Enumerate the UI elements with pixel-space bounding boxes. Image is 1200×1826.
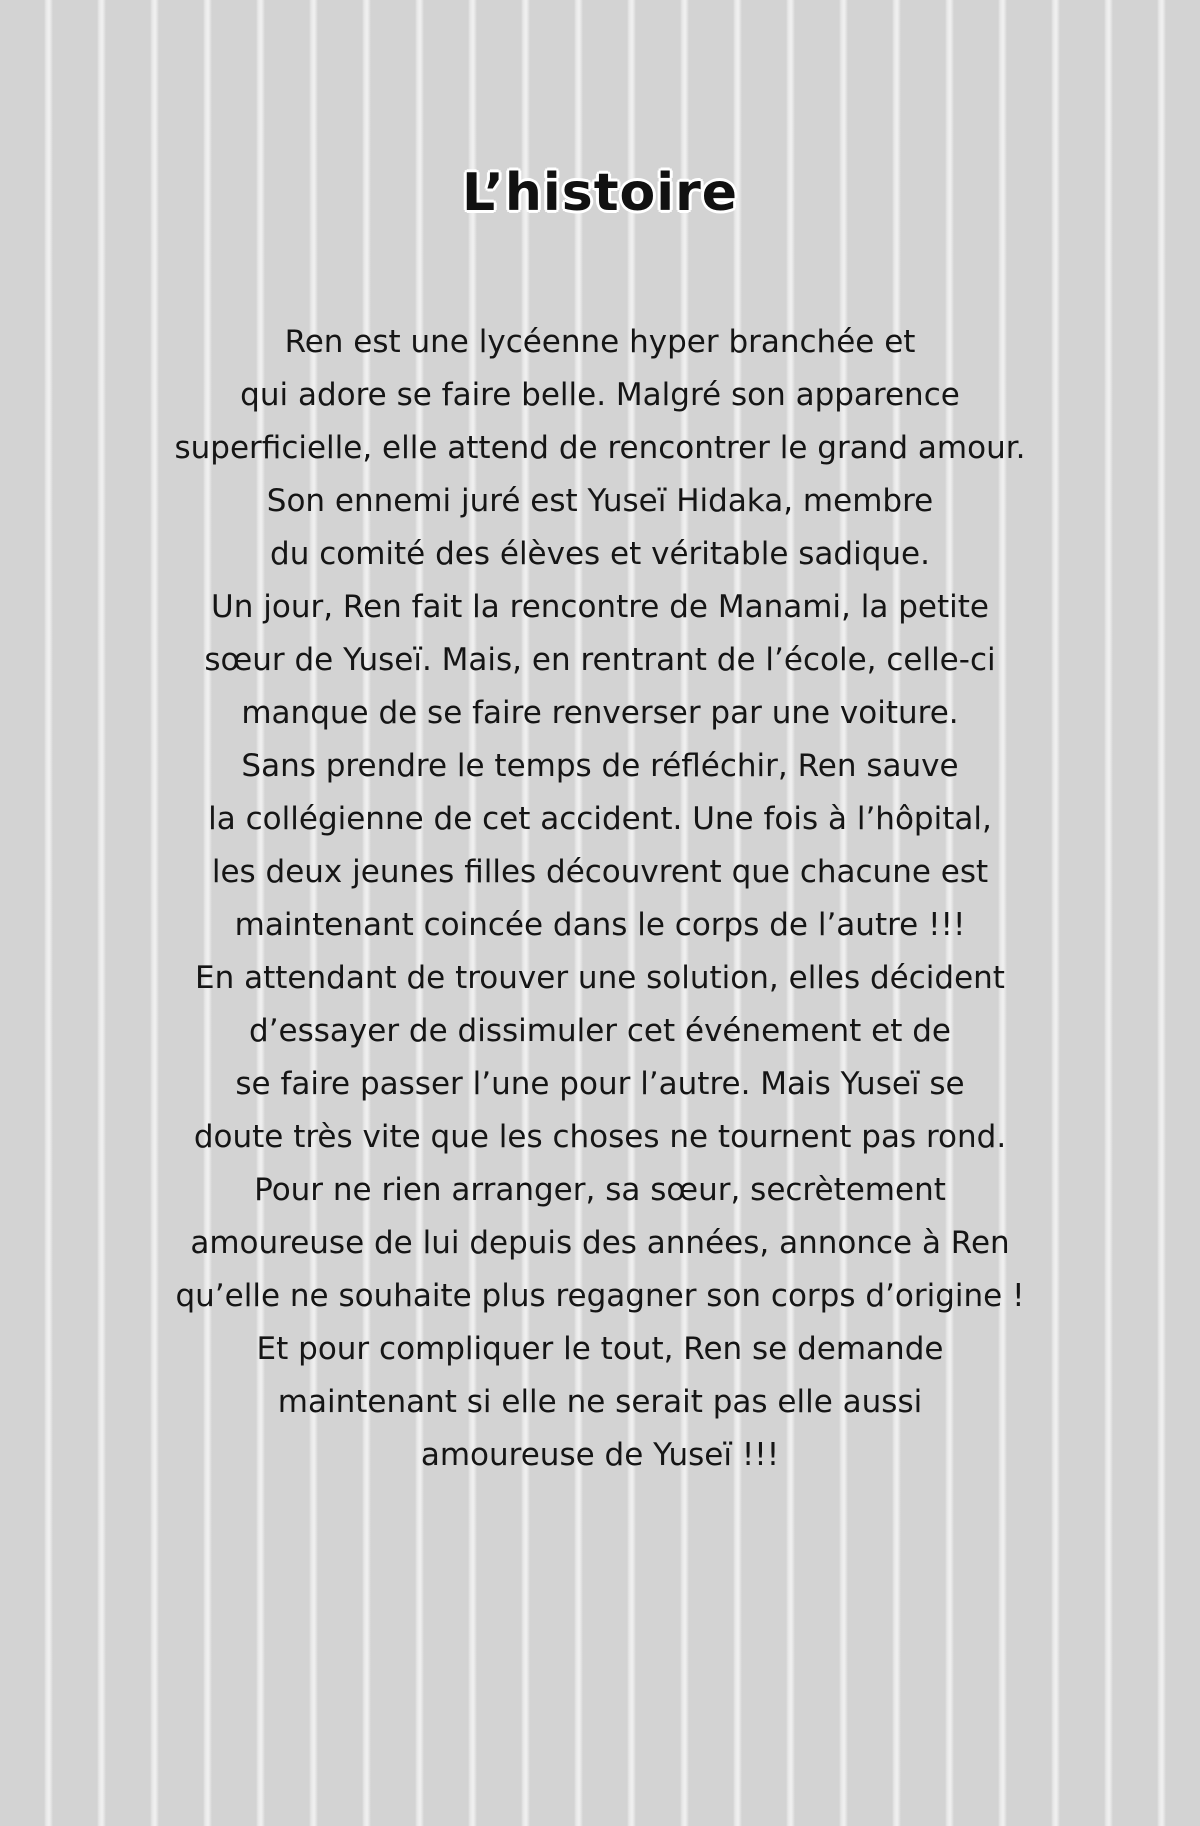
story-line: Sans prendre le temps de réfléchir, Ren sauve xyxy=(241,748,959,784)
story-line: Son ennemi juré est Yuseï Hidaka, membre xyxy=(266,483,934,519)
story-line: superficielle, elle attend de rencontrer le grand amour. xyxy=(174,430,1026,466)
story-line: amoureuse de Yuseï !!! xyxy=(420,1437,780,1473)
story-line: maintenant si elle ne serait pas elle aussi xyxy=(277,1384,923,1420)
story-line: amoureuse de lui depuis des années, annonce à Ren xyxy=(190,1225,1010,1261)
story-line: maintenant coincée dans le corps de l’autre !!! xyxy=(234,907,966,943)
story-line: Un jour, Ren fait la rencontre de Manami, la petite xyxy=(211,589,989,625)
page-title: L’histoire xyxy=(461,162,739,223)
story-line: se faire passer l’une pour l’autre. Mais Yuseï se xyxy=(235,1066,965,1102)
story-line: d’essayer de dissimuler cet événement et de xyxy=(249,1013,951,1049)
story-line: Ren est une lycéenne hyper branchée et xyxy=(284,324,916,360)
story-line: doute très vite que les choses ne tournent pas rond. xyxy=(193,1119,1007,1155)
story-text xyxy=(100,316,1100,1482)
story-line: la collégienne de cet accident. Une fois à l’hôpital, xyxy=(208,801,992,837)
story-line: Et pour compliquer le tout, Ren se demande xyxy=(256,1331,944,1367)
story-line: Pour ne rien arranger, sa sœur, secrètement xyxy=(254,1172,946,1208)
story-line: sœur de Yuseï. Mais, en rentrant de l’école, celle-ci xyxy=(204,642,996,678)
story-line: manque de se faire renverser par une voiture. xyxy=(241,695,959,731)
story-line: En attendant de trouver une solution, elles décident xyxy=(195,960,1005,996)
story-line: qui adore se faire belle. Malgré son apparence xyxy=(240,377,960,413)
story-line: les deux jeunes filles découvrent que chacune est xyxy=(211,854,989,890)
story-line: qu’elle ne souhaite plus regagner son corps d’origine ! xyxy=(175,1278,1025,1314)
story-line: du comité des élèves et véritable sadique. xyxy=(270,536,930,572)
